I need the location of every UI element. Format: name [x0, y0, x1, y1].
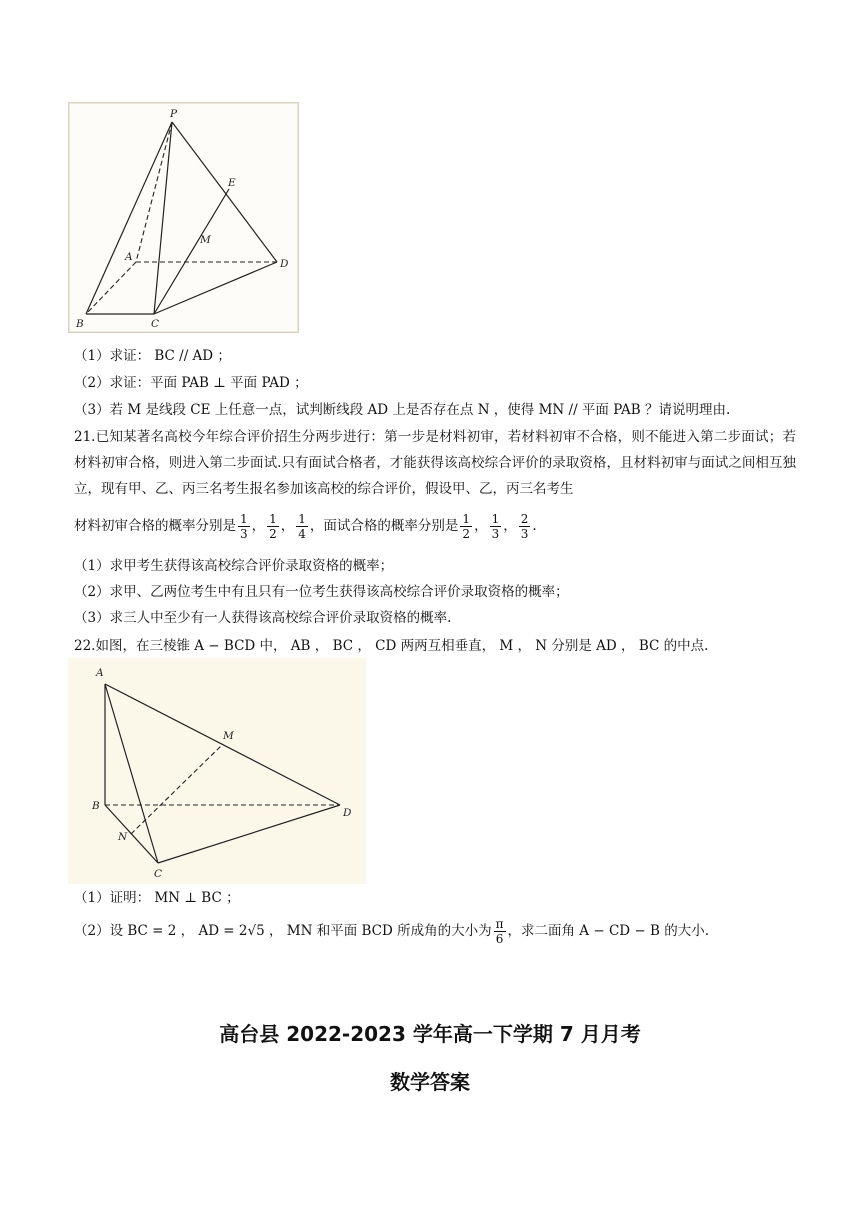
- q20-part3: （3）若 M 是线段 CE 上任意一点，试判断线段 AD 上是否存在点 N ，使得 MN // 平面 PAB ？请说明理由.: [74, 402, 731, 418]
- q22-part2: [74, 913, 709, 949]
- fraction-1-2-b: $\frac{1}{2}$: [462, 512, 471, 541]
- label-c2: C: [154, 868, 163, 880]
- q21-part3: （3）求三人中至少有一人获得该高校综合评价录取资格的概率.: [74, 610, 452, 626]
- figure-pyramid-pabcd: [68, 102, 299, 333]
- tetrahedron-diagram: [68, 658, 366, 884]
- q22-part2-b: ，求二面角 A − CD − B 的大小.: [507, 923, 710, 939]
- label-b2: B: [92, 800, 100, 812]
- answer-title: 高台县 2022-2023 学年高一下学期 7 月月考: [219, 1022, 641, 1046]
- label-e: E: [228, 177, 236, 189]
- label-n2: N: [118, 831, 128, 843]
- q21-stem: 21.已知某著名高校今年综合评价招生分两步进行：第一步是材料初审，若材料初审不合格，则不能进入第二步面试；若材料初审合格，则进入第二步面试.只有面试合格者，才能获得该高校综合评价的录取资格，且材料初审与面试之间相互独立，现有甲、乙、丙三名考生报名参加该高校的综合评价，假设甲、乙，丙三名考生: [74, 429, 796, 497]
- pyramid-diagram: [68, 102, 299, 333]
- fraction-1-4: $\frac{1}{4}$: [298, 512, 306, 541]
- q22-part1: （1）证明： MN ⊥ BC ；: [74, 890, 240, 906]
- q22-part2-a: （2）设 BC = 2 ， AD = 2√5 ， MN 和平面 BCD 所成角的大小为: [74, 923, 492, 939]
- fraction-1-3-b: $\frac{1}{3}$: [491, 512, 500, 541]
- fraction-2-3: $\frac{2}{3}$: [520, 512, 529, 541]
- label-a: A: [125, 251, 133, 263]
- q21-probabilities: 材料初审合格的概率分别是 $\frac{1}{3}$ ， $\frac{1}{2}$ ， $\frac{1}{4}$ ，面试合格的概率分别是 $\frac{1}{2}$ ， $\frac{1}{3}$ ， $\frac{2}{3}$ .: [74, 512, 537, 541]
- q21-prob-middle: ，面试合格的概率分别是: [309, 518, 459, 534]
- q21-part1: （1）求甲考生获得该高校综合评价录取资格的概率；: [74, 558, 394, 574]
- figure-tetrahedron-abcd: [68, 658, 366, 884]
- fraction-1-3: $\frac{1}{3}$: [240, 512, 248, 541]
- label-p: P: [170, 108, 178, 120]
- q22-stem: 22.如图，在三棱锥 A − BCD 中， AB ， BC ， CD 两两互相垂直， M ， N 分别是 AD ， BC 的中点.: [74, 638, 709, 654]
- label-c: C: [151, 318, 160, 330]
- answer-subtitle: 数学答案: [390, 1070, 470, 1094]
- label-m2: M: [223, 730, 234, 742]
- q20-part1: （1）求证： BC // AD ；: [74, 348, 231, 364]
- label-m: M: [200, 234, 211, 246]
- label-a2: A: [96, 667, 104, 679]
- fraction-pi-6: $\frac{\pi}{6}$: [495, 917, 504, 946]
- label-b: B: [76, 318, 84, 330]
- q21-prob-prefix: 材料初审合格的概率分别是: [74, 518, 236, 534]
- q21-part2: （2）求甲、乙两位考生中有且只有一位考生获得该高校综合评价录取资格的概率；: [74, 584, 569, 600]
- label-d: D: [280, 258, 289, 270]
- fraction-1-2: $\frac{1}{2}$: [269, 512, 277, 541]
- label-d2: D: [343, 807, 352, 819]
- q20-part2: （2）求证：平面 PAB ⊥ 平面 PAD ；: [74, 375, 308, 391]
